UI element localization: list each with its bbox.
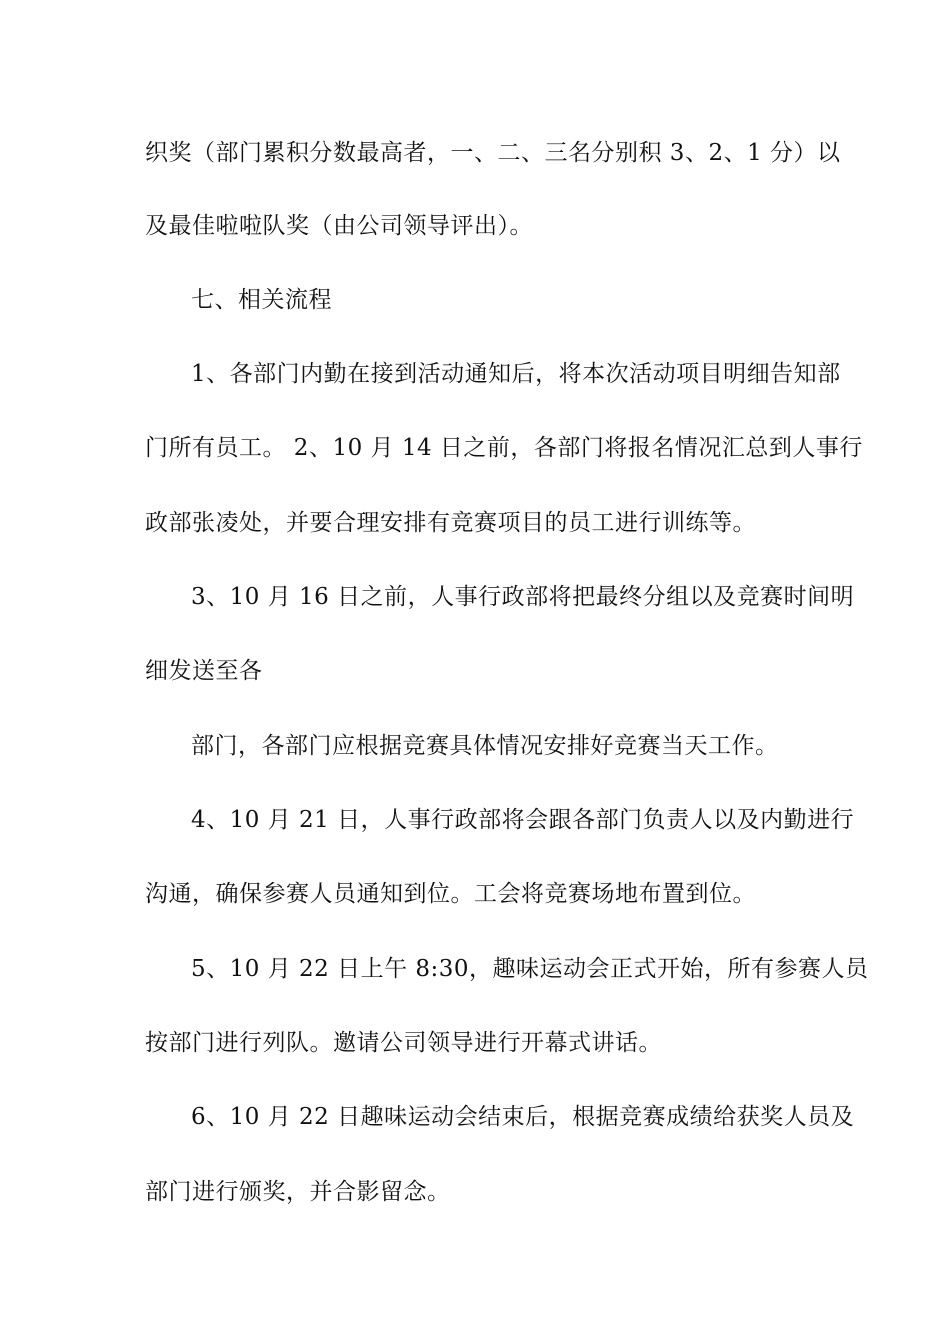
text-line: 3、10 月 16 日之前，人事行政部将把最终分组以及竞赛时间明 — [191, 584, 855, 610]
text-line: 5、10 月 22 日上午 8:30，趣味运动会正式开始，所有参赛人员 — [191, 956, 869, 982]
text-line: 织奖（部门累积分数最高者，一、二、三名分别积 3、2、1 分）以 — [145, 140, 841, 166]
text-line: 按部门进行列队。邀请公司领导进行开幕式讲话。 — [145, 1030, 662, 1056]
text-line: 部门，各部门应根据竞赛具体情况安排好竞赛当天工作。 — [191, 733, 779, 759]
text-line: 4、10 月 21 日，人事行政部将会跟各部门负责人以及内勤进行 — [191, 807, 855, 833]
section-heading: 七、相关流程 — [191, 287, 332, 313]
text-line: 及最佳啦啦队奖（由公司领导评出）。 — [145, 213, 533, 239]
text-line: 细发送至各 — [145, 658, 263, 684]
text-line: 门所有员工。 2、10 月 14 日之前，各部门将报名情况汇总到人事行 — [145, 435, 863, 461]
text-line: 1、各部门内勤在接到活动通知后，将本次活动项目明细告知部 — [191, 361, 841, 387]
text-line: 6、10 月 22 日趣味运动会结束后，根据竞赛成绩给获奖人员及 — [191, 1104, 855, 1130]
text-line: 沟通，确保参赛人员通知到位。工会将竞赛场地布置到位。 — [145, 881, 756, 907]
text-line: 政部张凌处，并要合理安排有竞赛项目的员工进行训练等。 — [145, 510, 756, 536]
text-line: 部门进行颁奖，并合影留念。 — [145, 1179, 451, 1205]
